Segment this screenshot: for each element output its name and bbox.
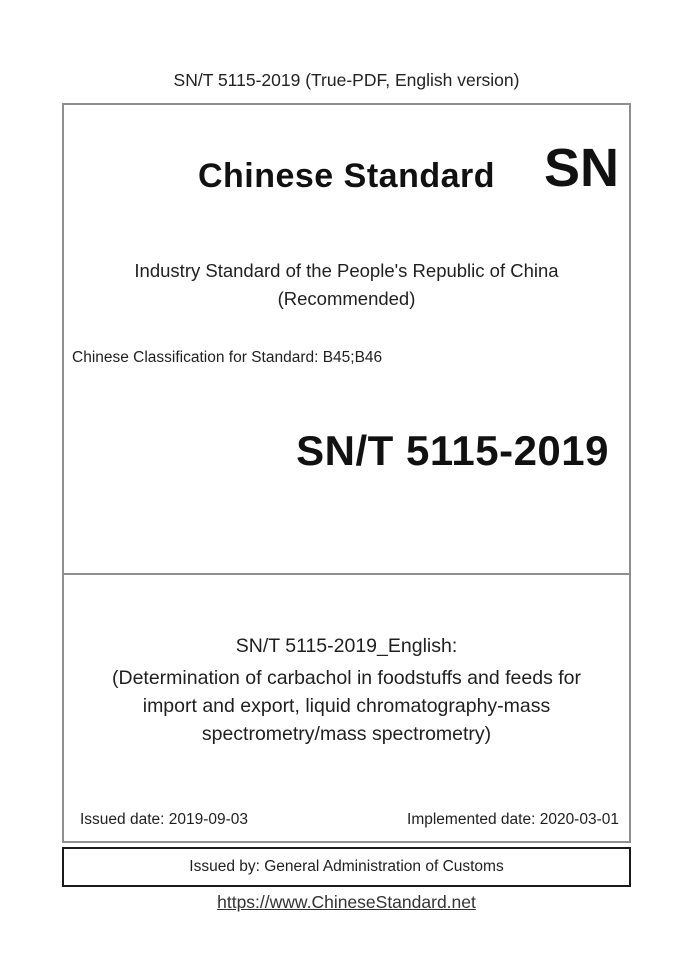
section-divider <box>64 573 629 575</box>
standard-type-line: Industry Standard of the People's Republic of China <box>134 260 559 281</box>
dates-row <box>80 811 619 829</box>
page-header-title: SN/T 5115-2019 (True-PDF, English version) <box>173 70 520 90</box>
website-link[interactable]: https://www.ChineseStandard.net <box>217 892 476 912</box>
footer-link-row <box>0 892 693 913</box>
sn-logo: SN <box>543 138 619 198</box>
cover-box <box>62 103 631 843</box>
brand-title: Chinese Standard <box>197 157 496 195</box>
english-title-body: (Determination of carbachol in foodstuffs and feeds for import and export, liquid chromatography-mass spectrometry/mass spectrometry) <box>112 667 581 745</box>
standard-type-recommended: (Recommended) <box>277 288 416 309</box>
issued-by-box <box>62 847 631 887</box>
standard-code: SN/T 5115-2019 <box>296 427 609 474</box>
issued-by-text: Issued by: General Administration of Customs <box>189 858 504 875</box>
implemented-date: Implemented date: 2020-03-01 <box>407 811 619 828</box>
issued-date: Issued date: 2019-09-03 <box>80 811 249 828</box>
classification-code: Chinese Classification for Standard: B45;B46 <box>72 349 383 366</box>
english-title-heading: SN/T 5115-2019_English: <box>235 635 458 657</box>
